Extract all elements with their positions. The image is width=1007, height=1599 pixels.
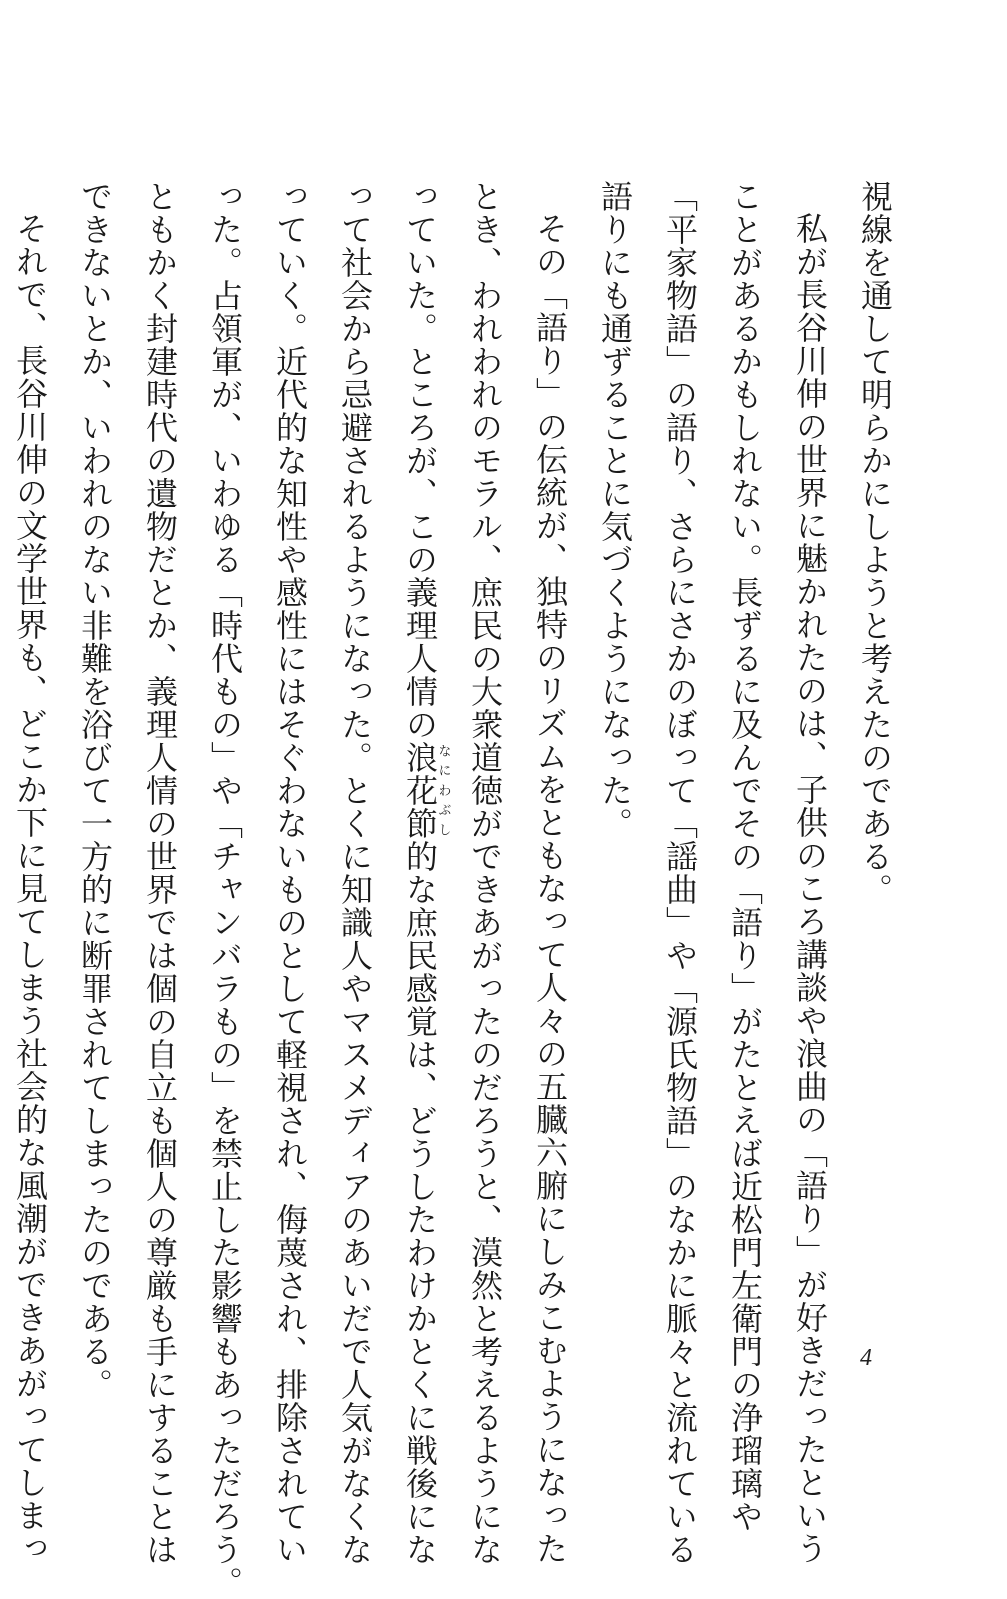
- text-line: った。占領軍が、いわゆる「時代もの」や「チャンバラもの」を禁止した影響もあっただろう。: [206, 180, 244, 1599]
- body-text: [0, 180, 907, 1599]
- text-line: 「平家物語」の語り、さらにさかのぼって「謡曲」や「源氏物語」のなかに脈々と流れている: [661, 180, 699, 1566]
- page-number: 4: [860, 1345, 872, 1371]
- text-line: っていく。近代的な知性や感性にはそぐわないものとして軽視され、侮蔑され、排除されてい: [271, 180, 309, 1566]
- text-line: その「語り」の伝統が、独特のリズムをともなって人々の五臓六腑にしみこむようになった: [531, 212, 569, 1565]
- text-line: ことがあるかもしれない。長ずるに及んでその「語り」がたとえば近松門左衛門の浄瑠璃や: [726, 180, 764, 1533]
- text-line: 視線を通して明らかにしようと考えたのである。: [856, 180, 894, 906]
- text-line: ともかく封建時代の遺物だとか、義理人情の世界では個の自立も個人の尊厳も手にすることは: [141, 180, 179, 1566]
- text-line: って社会から忌避されるようになった。とくに知識人やマスメディアのあいだで人気がなくな: [336, 180, 374, 1566]
- text-line: できないとか、いわれのない非難を浴びて一方的に断罪されてしまったのである。: [76, 180, 114, 1401]
- text-line: っていた。ところが、この義理人情の浪花節なにわぶし的な庶民感覚は、どうしたわけかとくに戦後にな: [401, 180, 451, 1566]
- ruby-annotation: 浪花節なにわぶし: [401, 741, 451, 840]
- text-line: それで、長谷川伸の文学世界も、どこか下に見てしまう社会的な風潮ができあがってしまっ: [11, 212, 49, 1565]
- text-line: とき、われわれのモラル、庶民の大衆道徳ができあがったのだろうと、漠然と考えるようにな: [466, 180, 504, 1566]
- text-line: 語りにも通ずることに気づくようになった。: [596, 180, 634, 840]
- text-line: 私が長谷川伸の世界に魅かれたのは、子供のころ講談や浪曲の「語り」が好きだったという: [791, 212, 829, 1565]
